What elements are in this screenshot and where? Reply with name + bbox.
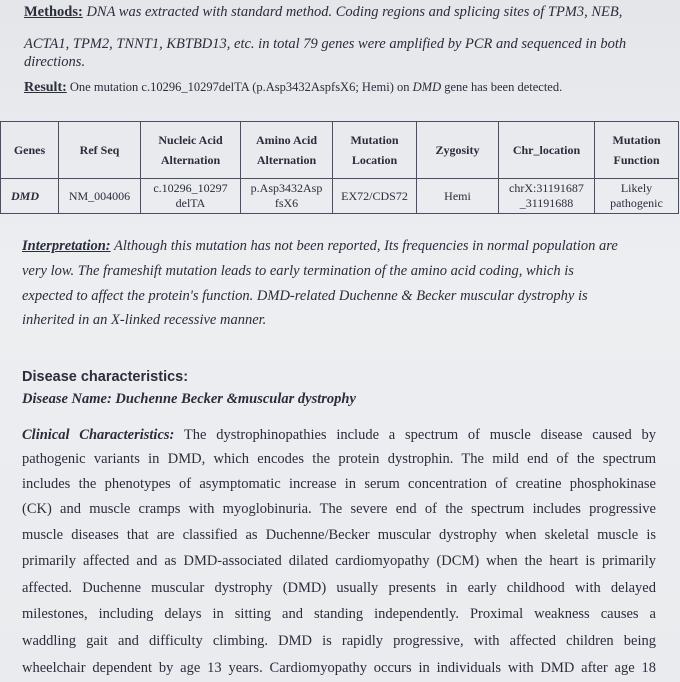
result-label: Result: [24,80,67,95]
result-line [24,80,562,96]
clinical-line-3: includes the phenotypes of asymptomatic increase in serum concentration of creatine phosphokinase [22,476,656,492]
cell-gene: DMD [1,179,59,214]
clinical-line-5: muscle diseases that are classified as Duchenne/Becker muscular dystrophy when skeletal muscle is [22,527,656,543]
table-row [1,179,679,214]
header-mutation-function: Mutation Function [595,122,679,179]
cell-mutation-function: Likely pathogenic [595,179,679,214]
interpretation-text-1: Although this mutation has not been reported, Its frequencies in normal population are [110,238,618,254]
clinical-line-9: waddling gait and difficulty climbing. DMD is rapidly progressive, with affected children being [22,633,656,649]
header-genes: Genes [1,122,59,179]
interpretation-line-1 [22,238,618,255]
clinical-line-7: affected. Duchenne muscular dystrophy (DMD) usually presents in early childhood with delayed [22,580,656,596]
mutation-table [0,121,679,214]
methods-label: Methods: [24,4,83,20]
methods-line-1 [24,2,622,22]
cell-mutation-location: EX72/CDS72 [333,179,417,214]
result-text-before: One mutation c.10296_10297delTA (p.Asp3432AspfsX6; Hemi) on [66,80,413,94]
clinical-text-1: The dystrophinopathies include a spectrum of muscle disease caused by [174,427,656,443]
result-text-after: gene has been detected. [441,80,563,94]
cell-zygosity: Hemi [417,179,499,214]
clinical-line-1 [22,427,656,444]
clinical-label: Clinical Characteristics: [22,427,175,443]
disease-characteristics-heading: Disease characteristics: [22,369,189,385]
header-mutation-location: Mutation Location [333,122,417,179]
header-zygosity: Zygosity [417,122,499,179]
methods-text-1: DNA was extracted with standard method. Coding regions and splicing sites of TPM3, NEB, [82,4,623,20]
cell-amino-acid: p.Asp3432Asp fsX6 [241,179,333,214]
clinical-line-8: milestones, including delays in sitting and standing independently. Proximal weakness causes a [22,606,656,622]
interpretation-line-2: very low. The frameshift mutation leads to early termination of the amino acid coding, which is [22,263,574,279]
result-gene: DMD [412,80,442,94]
cell-nucleic-acid: c.10296_10297 delTA [141,179,241,214]
disease-name: Disease Name: Duchenne Becker &muscular dystrophy [22,391,356,407]
clinical-line-4: (CK) and muscle cramps with myoglobinuria. The severe end of the spectrum includes progressive [22,501,656,517]
header-chr-location: Chr_location [499,122,595,179]
methods-line-2: ACTA1, TPM2, TNNT1, KBTBD13, etc. in total 79 genes were amplified by PCR and sequenced in both [24,36,627,52]
header-amino-acid: Amino Acid Alternation [241,122,333,179]
methods-line-3: directions. [24,54,86,70]
clinical-line-2: pathogenic variants in DMD, which encodes the protein dystrophin. The mild end of the spectrum [22,451,656,467]
cell-refseq: NM_004006 [59,179,141,214]
cell-chr-location: chrX:31191687 _31191688 [499,179,595,214]
header-refseq: Ref Seq [59,122,141,179]
interpretation-line-3: expected to affect the protein's function. DMD-related Duchenne & Becker muscular dystrophy is [22,288,588,304]
header-nucleic-acid: Nucleic Acid Alternation [141,122,241,179]
clinical-line-6: primarily affected and as DMD-associated dilated cardiomyopathy (DCM) when the heart is primarily [22,553,656,569]
interpretation-line-4: inherited in an X-linked recessive manner. [22,312,267,328]
clinical-line-10: wheelchair dependent by age 13 years. Cardiomyopathy occurs in individuals with DMD after age 18 [22,660,656,676]
interpretation-label: Interpretation: [22,238,111,254]
table-header-row [1,122,679,179]
